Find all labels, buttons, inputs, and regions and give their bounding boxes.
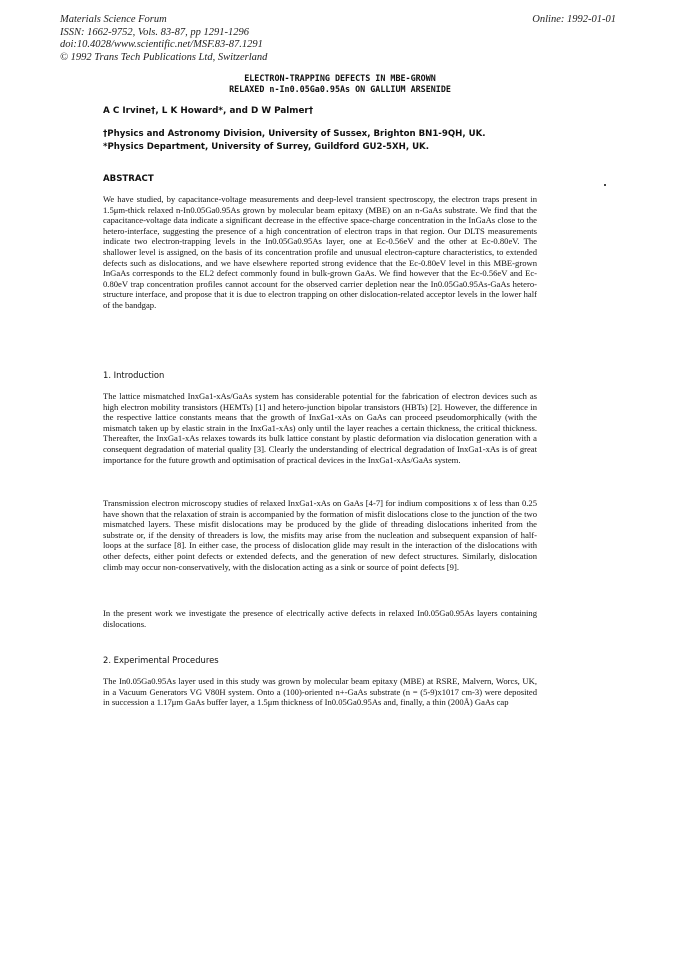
affiliation-surrey: *Physics Department, University of Surrey, Guildford GU2-5XH, UK. — [103, 141, 429, 152]
section-2-heading: 2. Experimental Procedures — [103, 655, 219, 665]
affiliation-sussex: †Physics and Astronomy Division, University of Sussex, Brighton BN1-9QH, UK. — [103, 129, 486, 139]
section-1-paragraph-2: Transmission electron microscopy studies of relaxed InxGa1-xAs on GaAs [4-7] for indium compositions x of less than 0.25 have shown that the relaxation of strain is accompanied by the formation of misfit dislocations close to the junction of the two mismatched layers. These misfit dislocations may be produced by the glide of threading dislocations inherited from the substrate or, if the density of threaders is low, the misfits may arise from the nucleation and subsequent expansion of half-loops at the surface [8]. In either case, the process of dislocation glide may result in the interaction of the dislocations with other defects, either point defects or extended defects, and the generation of new defect structures. Similarly, dislocation climb may occur non-conservatively, with the dislocation acting as a sink or source of point defects [9]. — [103, 498, 537, 572]
copyright-line: © 1992 Trans Tech Publications Ltd, Switzerland — [60, 51, 268, 63]
section-1-paragraph-1: The lattice mismatched InxGa1-xAs/GaAs system has considerable potential for the fabrication of electron devices such as high electron mobility transistors (HEMTs) [1] and hetero-junction bipolar transistors (HBTs) [2]. However, the difference in the respective lattice constants means that the growth of InxGa1-xAs on GaAs can proceed pseudomorphically (with the mismatch taken up by elastic strain in the InxGa1-xAs) only until the layer reaches a certain thickness, the critical thickness. Thereafter, the InxGa1-xAs relaxes towards its bulk lattice constant by plastic deformation via dislocation generation with a consequent degradation of material quality [3]. Clearly the understanding of electrical degradation of InxGa1-xAs is of great importance for the future growth and optimisation of practical devices in the InxGa1-xAs/GaAs system. — [103, 391, 537, 465]
abstract-text: We have studied, by capacitance-voltage measurements and deep-level transient spectroscopy, the electron traps present in 1.5μm-thick relaxed n-In0.05Ga0.95As grown by molecular beam epitaxy (MBE) on an n-GaAs substrate. We find that the capacitance-voltage data indicate a significant decrease in the effective space-charge concentration in the InGaAs close to the hetero-interface, suggesting the presence of a high concentration of electron traps in that region. Our DLTS measurements indicate two electron-trapping levels in the In0.05Ga0.95As layer, one at Ec-0.56eV and the other at Ec-0.80eV. The shallower level is assigned, on the basis of its concentration profile and unusual electron-capture characteristics, to extended defects such as dislocations, and we have elsewhere reported strong evidence that the Ec-0.80eV level in this MBE-grown InGaAs corresponds to the EL2 defect commonly found in bulk-grown GaAs. We find however that the Ec-0.56eV and Ec-0.80eV trap concentration profiles cannot account for the observed carrier depletion near the In0.05Ga0.95As-GaAs hetero-structure interface, and propose that it is due to electron trapping on other dislocation-related acceptor levels in the lower half of the bandgap. — [103, 194, 537, 310]
journal-name: Materials Science Forum — [60, 14, 167, 25]
authors: A C Irvine†, L K Howard*, and D W Palmer† — [103, 106, 314, 116]
title-line-2: RELAXED n-In0.05Ga0.95As ON GALLIUM ARSENIDE — [229, 84, 451, 94]
affiliations — [103, 128, 486, 153]
section-2-paragraph-1: The In0.05Ga0.95As layer used in this study was grown by molecular beam epitaxy (MBE) at RSRE, Malvern, Worcs, UK, in a Vacuum Generators VG V80H system. Onto a (100)-oriented n+-GaAs substrate (n = (5-9)x1017 cm-3) were deposited in succession a 1.17μm GaAs buffer layer, a 1.5μm thickness of In0.05Ga0.95As and, finally, a thin (200Å) GaAs cap — [103, 676, 537, 708]
journal-header — [60, 14, 616, 64]
section-1-paragraph-3: In the present work we investigate the presence of electrically active defects in relaxed In0.05Ga0.95As layers containing dislocations. — [103, 608, 537, 629]
title-line-1: ELECTRON-TRAPPING DEFECTS IN MBE-GROWN — [244, 73, 436, 83]
issn-line: ISSN: 1662-9752, Vols. 83-87, pp 1291-1296 — [60, 26, 249, 38]
margin-mark — [604, 184, 606, 186]
doi-line[interactable]: doi:10.4028/www.scientific.net/MSF.83-87.1291 — [60, 39, 263, 51]
section-1-heading: 1. Introduction — [103, 370, 165, 380]
online-date: Online: 1992-01-01 — [532, 14, 616, 25]
abstract-heading: ABSTRACT — [103, 174, 154, 184]
paper-title — [100, 73, 580, 95]
